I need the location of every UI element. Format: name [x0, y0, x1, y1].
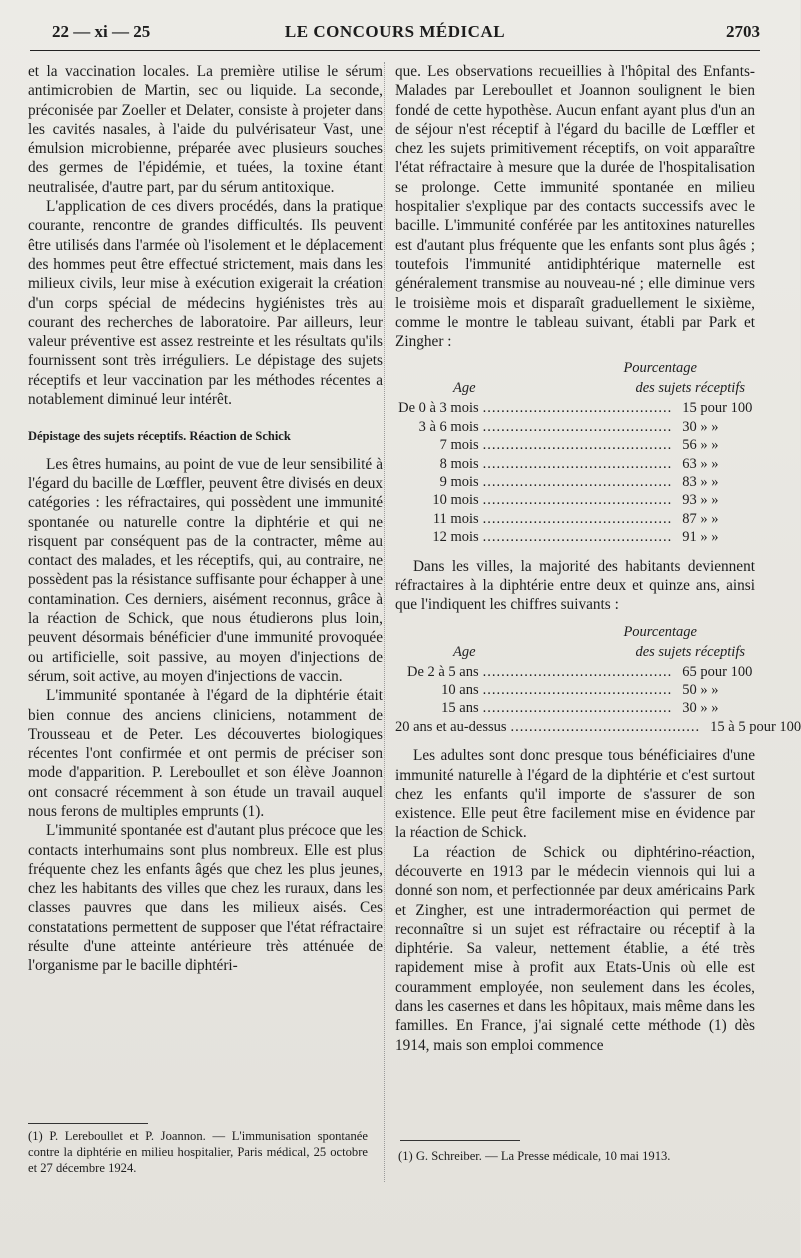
row-age: 20 ans et au-dessus: [395, 718, 507, 735]
row-age: De 2 à 5 ans: [406, 663, 479, 680]
row-pct: 63 » »: [682, 455, 719, 472]
row-age: 11 mois: [432, 510, 479, 527]
col-pct-line2: des sujets réceptifs: [635, 380, 745, 397]
section-title: Dépistage des sujets réceptifs. Réaction de Schick: [28, 429, 291, 444]
leader-dots: .........................................: [482, 682, 673, 698]
header-rule: [30, 50, 760, 51]
table-row: [395, 399, 755, 417]
table-row: [395, 473, 755, 491]
table-row: [395, 663, 755, 681]
leader-dots: .........................................: [482, 455, 673, 472]
running-header: [30, 18, 760, 48]
leader-dots: .........................................: [510, 718, 701, 735]
col-pct-line1: Pourcentage: [623, 623, 697, 640]
leader-dots: .........................................: [482, 700, 673, 717]
issue-date: 22 — xi — 25: [52, 22, 151, 41]
footnote-rule: [400, 1140, 520, 1141]
row-pct: 87 » »: [682, 510, 719, 527]
table-row: [395, 418, 755, 436]
left-column: [28, 62, 383, 976]
row-pct: 15 pour 100: [682, 400, 753, 417]
paragraph: Dans les villes, la majorité des habitants deviennent réfractaires à la diphtérie entre deux et quinze ans, ainsi que l'indiquent les chiffres suivants :: [395, 557, 755, 614]
row-age: De 0 à 3 mois: [398, 400, 479, 417]
page-number: 2703: [726, 22, 760, 41]
journal-title: LE CONCOURS MÉDICAL: [284, 22, 506, 41]
paragraph: que. Les observations recueillies à l'hôpital des Enfants-Malades par Lereboullet et Joannon soulignent le bien fondé de cette hypothèse. Aucun enfant ayant plus d'un an de séjour n'est réceptif à l'égard du bacille de Lœffler et chez les sujets primitivement réceptifs, on voit apparaître l'état réfractaire à mesure que la durée de l'hospitalisation se prolonge. Cette immunité spontanée en milieu hospitalier s'explique par des contacts successifs avec le bacille. L'immunité conférée par les antitoxines naturelles est d'autant plus fréquente que les enfants sont plus âgés ; toutefois l'immunité antidiphtérique maternelle est généralement transmise au nouveau-né ; elle diminue vers le troisième mois et disparaît graduellement le sixième, comme le montre le tableau suivant, établi par Park et Zingher :: [395, 63, 755, 351]
footnote: (1) G. Schreiber. — La Presse médicale, 10 mai 1913.: [398, 1149, 671, 1163]
col-pct-line1: Pourcentage: [623, 360, 697, 377]
row-age: 12 mois: [432, 529, 479, 546]
paragraph: L'immunité spontanée est d'autant plus précoce que les contacts interhumains sont plus nombreux. Elle est plus fréquente chez les enfants âgés que chez les plus jeunes, chez les habitants des villes que chez les ruraux, dans les classes pauvres que dans les milieux aisés. Ces constatations permettent de supposer que l'état réfractaire résulte d'une atteinte antérieure très atténuée de l'organisme par le bacille diphtéri-: [28, 822, 383, 975]
row-pct: 56 » »: [682, 437, 719, 454]
row-pct: 15 à 5 pour 100: [710, 718, 801, 735]
table-header: [395, 359, 755, 399]
age-receptivity-table: [395, 623, 801, 737]
row-age: 9 mois: [439, 474, 479, 491]
table-row: [395, 491, 755, 509]
col-age: Age: [453, 380, 476, 397]
table-row: [395, 436, 755, 454]
row-age: 10 mois: [432, 492, 479, 509]
row-age: 3 à 6 mois: [418, 418, 479, 435]
table-row: [395, 510, 755, 528]
paragraph: L'immunité spontanée à l'égard de la diphtérie était bien connue des anciens cliniciens, notamment de Trousseau et de Peter. Les découvertes biologiques récentes l'ont confirmée et ont permis de préciser son mode d'apparition. P. Lereboullet et son élève Joannon ont consacré récemment à son étude un travail auquel nous ferons de multiples emprunts (1).: [28, 687, 383, 820]
row-age: 15 ans: [441, 700, 479, 717]
row-age: 10 ans: [441, 682, 479, 698]
row-age: 8 mois: [439, 455, 479, 472]
table-row: [395, 455, 755, 473]
leader-dots: .........................................: [482, 529, 673, 546]
paragraph: Les êtres humains, au point de vue de leur sensibilité à l'égard du bacille de Lœffler, peuvent être divisés en deux catégories : les réfractaires, qui possèdent une immunité spontanée ou naturelle contre la diphtérie et qui ne risquent par conséquent pas de la contracter, même au contact des malades, et les réceptifs, qui, au contraire, ne possèdent pas la résistance suffisante pour échapper à une contamination. Ces derniers, aisément reconnus, grâce à la réaction de Schick, que nous étudierons plus loin, peuvent désormais bénéficier d'une immunité provoquée ou artificielle, soit passive, au moyen d'injections de sérum, soit active, au moyen d'injections de vaccin.: [28, 455, 383, 685]
leader-dots: .........................................: [482, 492, 673, 509]
paragraph: et la vaccination locales. La première utilise le sérum antimicrobien de Martin, sec ou liquide. La seconde, préconisée par Zoeller et Delater, consiste à projeter dans les cavités nasales, à l'aide du pulvérisateur Vast, une émulsion microbienne, préparée avec plusieurs souches des germes de l'épidémie, et tuées, la toxine étant neutralisée, d'autre part, par du sérum antitoxique.: [28, 63, 383, 196]
leader-dots: .........................................: [482, 474, 673, 491]
leader-dots: .........................................: [482, 437, 673, 454]
footnote: (1) P. Lereboullet et P. Joannon. — L'immunisation spontanée contre la diphtérie en milieu hospitalier, Paris médical, 25 octobre et 27 décembre 1924.: [28, 1129, 368, 1175]
footnote-rule: [28, 1123, 148, 1124]
leader-dots: .........................................: [482, 400, 673, 417]
row-pct: 91 » »: [682, 529, 719, 546]
row-pct: 65 pour 100: [682, 663, 753, 680]
row-pct: 93 » »: [682, 492, 719, 509]
col-age: Age: [453, 643, 476, 660]
col-pct-line2: des sujets réceptifs: [635, 643, 745, 660]
table-row: [395, 681, 755, 699]
leader-dots: .........................................: [482, 510, 673, 527]
paragraph: Les adultes sont donc presque tous bénéficiaires d'une immunité naturelle à l'égard de la diphtérie et c'est surtout chez les enfants qu'il importe de s'assurer de son existence. Elle peut être facilement mise en évidence par la réaction de Schick.: [395, 747, 755, 842]
row-pct: 83 » »: [682, 474, 719, 491]
table-row: [395, 528, 755, 546]
table-header: [395, 623, 755, 663]
paragraph: L'application de ces divers procédés, dans la pratique courante, rencontre de grandes difficultés. Ils peuvent être utilisés dans l'armée où l'isolement et le déplacement des hommes peut être effectué strictement, mais dans les milieux civils, leur mise à exécution exigerait la création d'un corps spécial de médecins hygiénistes très au courant des recherches de laboratoire. Par ailleurs, leur valeur préventive est assez restreinte et les résultats qu'ils fournissent sont très irréguliers. Le dépistage des sujets réceptifs et leur vaccination par les méthodes récentes a notablement diminué leur intérêt.: [28, 198, 383, 409]
row-age: 7 mois: [439, 437, 479, 454]
row-pct: 50 » »: [682, 682, 719, 698]
leader-dots: .........................................: [482, 663, 673, 680]
row-pct: 30 » »: [682, 700, 719, 717]
table-row: [395, 718, 801, 736]
infant-receptivity-table: [395, 359, 755, 546]
column-separator: [384, 62, 385, 1182]
leader-dots: .........................................: [482, 418, 673, 435]
paragraph: La réaction de Schick ou diphtérino-réaction, découverte en 1913 par le médecin viennois qui lui a donné son nom, et perfectionnée par deux américains Park et Zingher, est une intradermoréaction qui permet de reconnaître si un sujet est réfractaire ou réceptif à la diphtérie. Sa valeur, nettement établie, a été très rapidement mise à profit aux Etats-Unis où elle est couramment employée, non seulement dans les écoles, dans les casernes et dans les hôpitaux, mais même dans les familles. En France, j'ai signalé cette méthode (1) dès 1914, mais son emploi commence: [395, 843, 755, 1054]
row-pct: 30 » »: [682, 418, 719, 435]
right-column: [395, 62, 801, 1055]
table-row: [395, 699, 755, 717]
